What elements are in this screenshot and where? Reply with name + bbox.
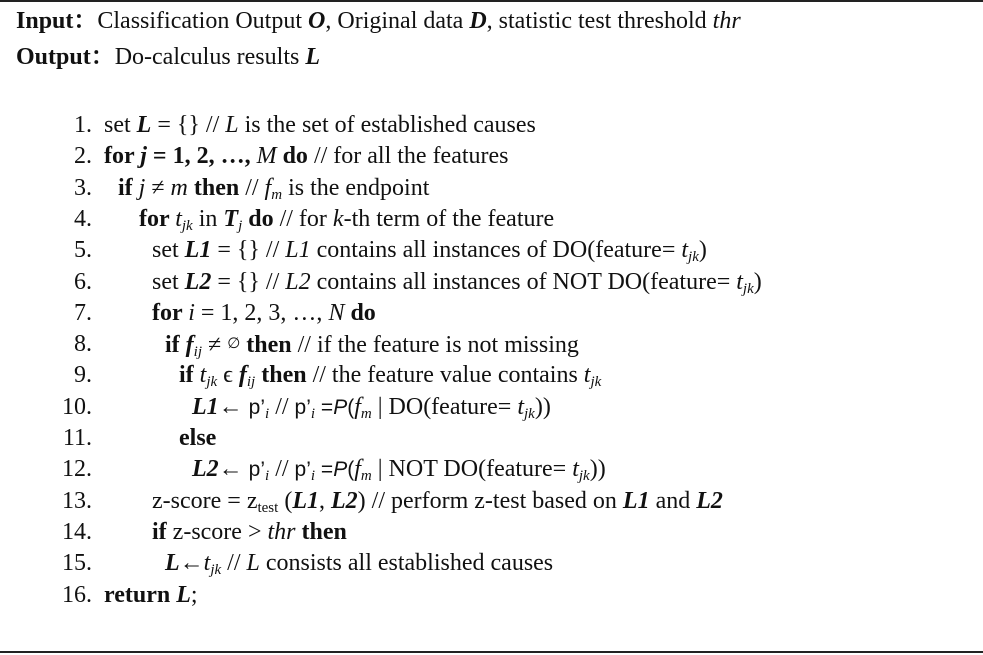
line-number: 12. [62, 456, 92, 483]
algorithm-line-16 [0, 580, 983, 611]
algorithm-line-1 [0, 110, 983, 141]
line-number: 2. [74, 143, 92, 170]
bottom-rule [0, 651, 983, 653]
line-number: 14. [62, 518, 92, 545]
algorithm-line-4 [0, 204, 983, 235]
top-rule [0, 0, 983, 2]
algorithm-line-10 [0, 392, 983, 423]
algorithm-line-15 [0, 548, 983, 579]
algorithm-line-5 [0, 235, 983, 266]
line-number: 15. [62, 550, 92, 577]
line-code: return L; [104, 581, 198, 608]
output-line [16, 42, 320, 72]
line-code: if j ≠ m then // $f_m$ is the endpoint [118, 174, 430, 203]
algorithm-line-7 [0, 298, 983, 329]
line-code: set L = {} // L is the set of established causes [104, 112, 536, 138]
input-text-3: , statistic test threshold [486, 8, 713, 34]
input-var-o: O [308, 8, 326, 34]
line-code: for i = 1, 2, 3, …, N do [152, 299, 376, 326]
line-number: 5. [74, 237, 92, 264]
line-number: 4. [74, 205, 92, 232]
line-number: 16. [62, 581, 92, 608]
line-number: 1. [74, 112, 92, 138]
line-number: 3. [74, 174, 92, 201]
line-code: L2← $p’_i$ // $p’_i =P(f_m$ | NOT DO(feature= $t_{jk}$)) [192, 456, 606, 485]
input-text-2: , Original data [325, 8, 470, 34]
line-code: if $f_{ij}$ ≠ ∅ then // if the feature is not missing [165, 332, 579, 361]
line-number: 9. [74, 362, 92, 389]
line-code: for j = 1, 2, …, M do // for all the features [104, 143, 509, 170]
input-label: Input： [16, 8, 98, 34]
input-var-d: D [469, 8, 487, 34]
line-code: $L\leftarrow t_{jk}$ // L consists all established causes [165, 550, 554, 579]
line-number: 6. [74, 268, 92, 295]
input-var-thr: thr [712, 8, 741, 34]
line-number: 11. [62, 425, 92, 451]
line-code: set L2 = {} // L2 contains all instances of NOT DO(feature= $t_{jk}$) [152, 268, 762, 297]
algorithm-line-9 [0, 360, 983, 391]
output-label: Output： [16, 44, 115, 70]
line-code: z-score = $z_{test}$ (L1, L2) // perform z-test based on L1 and L2 [152, 487, 723, 516]
line-number: 8. [74, 331, 92, 358]
line-code: if z-score > thr then [152, 518, 347, 545]
line-code: for $t_{jk}$ in $T_j$ do // for k-th term of the feature [139, 205, 555, 234]
algorithm-line-11 [0, 423, 983, 454]
algorithm-line-2 [0, 141, 983, 172]
line-code: if $t_{jk}$ ϵ $f_{ij}$ then // the feature value contains $t_{jk}$ [179, 362, 602, 391]
line-code: else [179, 425, 217, 451]
line-number: 7. [74, 299, 92, 326]
output-text: Do-calculus results [114, 44, 306, 70]
algorithm-line-13 [0, 486, 983, 517]
output-var-l: L [305, 44, 320, 70]
line-code: set L1 = {} // L1 contains all instances of DO(feature= $t_{jk}$) [152, 237, 707, 266]
algorithm-line-3 [0, 173, 983, 204]
input-text-1: Classification Output [97, 8, 309, 34]
algorithm-line-8 [0, 329, 983, 360]
algorithm-line-14 [0, 517, 983, 548]
algorithm-line-12 [0, 454, 983, 485]
input-line [16, 6, 741, 36]
line-code: L1← $p’_i$ // $p’_i =P(f_m$ | DO(feature= $t_{jk}$)) [192, 393, 551, 422]
line-number: 10. [62, 393, 92, 420]
line-number: 13. [62, 487, 92, 514]
algorithm-line-6 [0, 267, 983, 298]
